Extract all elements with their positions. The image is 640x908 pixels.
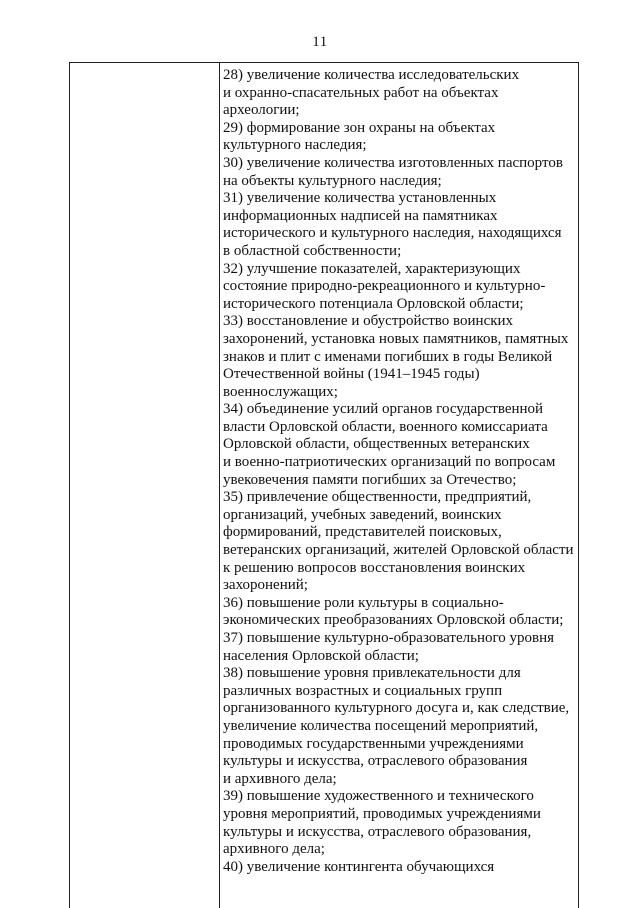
text-line: 28) увеличение количества исследовательских — [223, 67, 520, 83]
text-line: организованного культурного досуга и, как следствие, — [223, 700, 570, 717]
text-line: и военно-патриотических организаций по вопросам — [223, 454, 556, 471]
text-line: 36) повышение роли культуры в социально- — [223, 594, 504, 611]
column-divider — [219, 63, 220, 908]
text-line: увековечения памяти погибших за Отечество; — [223, 471, 517, 488]
text-line: населения Орловской области; — [223, 647, 419, 664]
text-line: захоронений, установка новых памятников, памятных — [223, 330, 569, 347]
text-line: уровня мероприятий, проводимых учреждениями — [223, 805, 541, 822]
text-line: организаций, учебных заведений, воинских — [223, 506, 502, 523]
page-number: 11 — [312, 34, 328, 50]
text-line: различных возрастных и социальных групп — [223, 682, 503, 699]
text-line: ветеранских организаций, жителей Орловской области — [223, 542, 574, 559]
text-line: 32) улучшение показателей, характеризующих — [223, 260, 521, 277]
text-line: власти Орловской области, военного комиссариата — [223, 418, 548, 435]
table-right-cell — [223, 67, 575, 876]
text-line: культуры и искусства, отраслевого образования — [223, 753, 528, 770]
text-line: знаков и плит с именами погибших в годы Великой — [223, 348, 553, 365]
text-line: в областной собственности; — [223, 242, 402, 259]
text-line: формирований, представителей поисковых, — [223, 524, 502, 541]
text-line: 37) повышение культурно-образовательного уровня — [223, 630, 555, 646]
text-line: 29) формирование зон охраны на объектах — [223, 119, 496, 136]
text-line: и охранно-спасательных работ на объектах — [223, 84, 499, 101]
text-line: 34) объединение усилий органов государственной — [223, 401, 544, 418]
text-line: экономических преобразованиях Орловской области; — [223, 612, 564, 629]
text-line: на объекты культурного наследия; — [223, 172, 442, 189]
text-line: Отечественной войны (1941–1945 годы) — [223, 366, 480, 383]
text-line: 31) увеличение количества установленных — [223, 190, 497, 207]
text-line: исторического и культурного наследия, находящихся — [223, 225, 562, 242]
text-line: 40) увеличение контингента обучающихся — [223, 858, 495, 875]
text-line: состояние природно-рекреационного и культурно- — [223, 278, 546, 295]
text-line: увеличение количества посещений мероприятий, — [223, 717, 539, 734]
document-table — [69, 62, 579, 908]
text-line: к решению вопросов восстановления воинских — [223, 559, 526, 576]
text-line: Орловской области, общественных ветеранских — [223, 436, 530, 453]
text-line: военнослужащих; — [223, 383, 338, 400]
text-line: 30) увеличение количества изготовленных паспортов — [223, 154, 563, 171]
text-line: проводимых государственными учреждениями — [223, 735, 524, 752]
text-line: 39) повышение художественного и технического — [223, 788, 534, 805]
text-line: и архивного дела; — [223, 770, 337, 787]
table-left-cell — [70, 63, 219, 908]
text-line: информационных надписей на памятниках — [223, 207, 498, 224]
text-line: археологии; — [223, 102, 300, 119]
text-line: захоронений; — [223, 577, 308, 594]
text-line: архивного дела; — [223, 841, 325, 858]
text-line: 35) привлечение общественности, предприятий, — [223, 489, 532, 506]
text-line: культуры и искусства, отраслевого образования, — [223, 823, 532, 840]
text-line: 38) повышение уровня привлекательности для — [223, 665, 521, 682]
text-line: исторического потенциала Орловской области; — [223, 295, 524, 312]
text-line: культурного наследия; — [223, 137, 367, 154]
text-line: 33) восстановление и обустройство воинских — [223, 313, 514, 330]
